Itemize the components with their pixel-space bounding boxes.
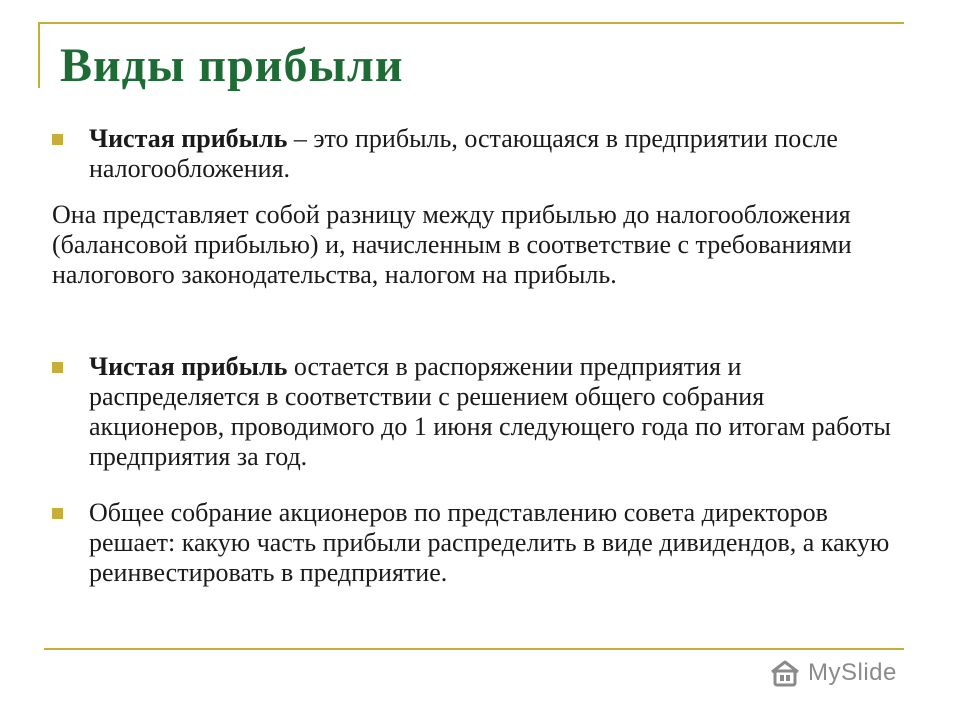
bullet-body: Общее собрание акционеров по представлению совета директоров решает: какую часть прибыли распределить в виде дивидендов, а какую реинвестировать в предприятие. bbox=[89, 498, 890, 587]
bullet-body: – это прибыль, остающаяся в предприятии после налогообложения. bbox=[89, 124, 838, 183]
bullet-item-shareholders-meeting bbox=[52, 498, 900, 588]
watermark-text: MySlide bbox=[808, 659, 897, 686]
bullet-item-net-profit-distribution bbox=[52, 352, 900, 472]
bullet-bold-term: Чистая прибыль bbox=[89, 352, 288, 381]
bullet-item-net-profit-definition bbox=[52, 124, 900, 184]
slide-title: Виды прибыли bbox=[60, 39, 404, 92]
top-rule bbox=[38, 22, 904, 24]
bullet-bold-term: Чистая прибыль bbox=[89, 124, 288, 153]
square-bullet-icon bbox=[52, 134, 63, 145]
left-rule bbox=[38, 22, 40, 88]
myslide-logo-icon bbox=[768, 658, 802, 688]
bullet-text bbox=[89, 498, 900, 588]
bullet-text bbox=[89, 352, 900, 472]
bullet-body: остается в распоряжении предприятия и распределяется в соответствии с решением общего собрания акционеров, проводимого до 1 июня следующего года по итогам работы предприятия за год. bbox=[89, 352, 891, 471]
bullet-text bbox=[89, 124, 900, 184]
myslide-watermark bbox=[768, 656, 897, 690]
square-bullet-icon bbox=[52, 508, 63, 519]
bottom-rule bbox=[44, 648, 904, 650]
body-paragraph: Она представляет собой разницу между прибылью до налогообложения (балансовой прибылью) и, начисленным в соответствие с требованиями налогового законодательства, налогом на прибыль. bbox=[52, 200, 852, 289]
square-bullet-icon bbox=[52, 362, 63, 373]
